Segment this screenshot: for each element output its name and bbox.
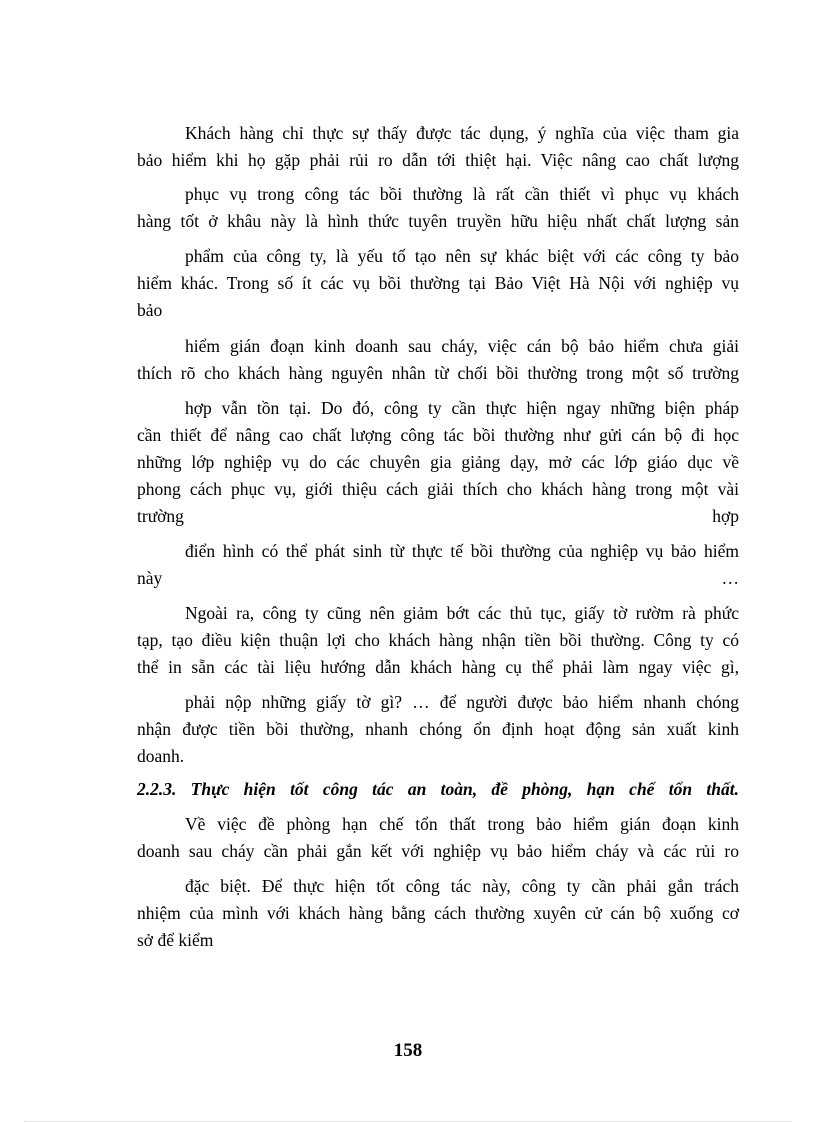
text-line: hàng tốt ở khâu này là hình thức tuyên truyền hữu hiệu nhất chất lượng sản: [137, 211, 739, 231]
text-line: thích rõ cho khách hàng nguyên nhân từ chối bồi thường trong một số trường: [137, 363, 739, 383]
text-line: sở để kiểm: [137, 930, 214, 950]
page-number: 158: [393, 1040, 423, 1061]
text-line: phẩm của công ty, là yếu tố tạo nên sự khác biệt với các công ty bảo: [185, 246, 739, 266]
text-line: Ngoài ra, công ty cũng nên giảm bớt các thủ tục, giấy tờ rườm rà phức: [185, 603, 739, 623]
text-line: thể in sẵn các tài liệu hướng dẫn khách hàng cụ thể phải làm ngay việc gì,: [137, 657, 739, 677]
text-line: hợp vẫn tồn tại. Do đó, công ty cần thực hiện ngay những biện pháp: [185, 398, 739, 418]
text-line: những lớp nghiệp vụ do các chuyên gia giảng dạy, mở các lớp giáo dục về: [137, 452, 739, 472]
text-line: đặc biệt. Để thực hiện tốt công tác này, công ty cần phải gắn trách: [185, 876, 739, 896]
text-line: hiểm khác. Trong số ít các vụ bồi thường tại Bảo Việt Hà Nội với nghiệp vụ: [137, 273, 739, 293]
text-line: bảo: [137, 300, 163, 320]
text-line: Khách hàng chỉ thực sự thấy được tác dụng, ý nghĩa của việc tham gia: [185, 123, 739, 143]
text-line: điển hình có thể phát sinh từ thực tế bồi thường của nghiệp vụ bảo hiểm: [185, 541, 739, 561]
text-line: phong cách phục vụ, giới thiệu cách giải thích cho khách hàng trong một vài: [137, 479, 739, 499]
text-line: phục vụ trong công tác bồi thường là rất cần thiết vì phục vụ khách: [185, 184, 739, 204]
text-line: nhận được tiền bồi thường, nhanh chóng ổn định hoạt động sản xuất kinh: [137, 719, 739, 739]
text-line: doanh sau cháy cần phải gắn kết với nghiệp vụ bảo hiểm cháy và các rủi ro: [137, 841, 739, 861]
text-line: hiểm gián đoạn kinh doanh sau cháy, việc cán bộ bảo hiểm chưa giải: [185, 336, 739, 356]
text-line: tạp, tạo điều kiện thuận lợi cho khách hàng nhận tiền bồi thường. Công ty có: [137, 630, 739, 650]
text-line: phải nộp những giấy tờ gì? … để người được bảo hiểm nhanh chóng: [185, 692, 739, 712]
text-line: bảo hiểm khi họ gặp phải rủi ro dẫn tới thiệt hại. Việc nâng cao chất lượng: [137, 150, 739, 170]
text-line: trường hợp: [137, 506, 739, 526]
section-heading: 2.2.3. Thực hiện tốt công tác an toàn, đề phòng, hạn chế tổn thất.: [137, 779, 739, 799]
text-line: doanh.: [137, 746, 185, 766]
text-line: cần thiết để nâng cao chất lượng công tác bồi thường như gửi cán bộ đi học: [137, 425, 739, 445]
text-line: này …: [137, 568, 739, 588]
bottom-divider: [24, 1121, 792, 1122]
text-line: nhiệm của mình với khách hàng bằng cách thường xuyên cử cán bộ xuống cơ: [137, 903, 739, 923]
text-line: Về việc đề phòng hạn chế tổn thất trong bảo hiểm gián đoạn kinh: [185, 814, 739, 834]
